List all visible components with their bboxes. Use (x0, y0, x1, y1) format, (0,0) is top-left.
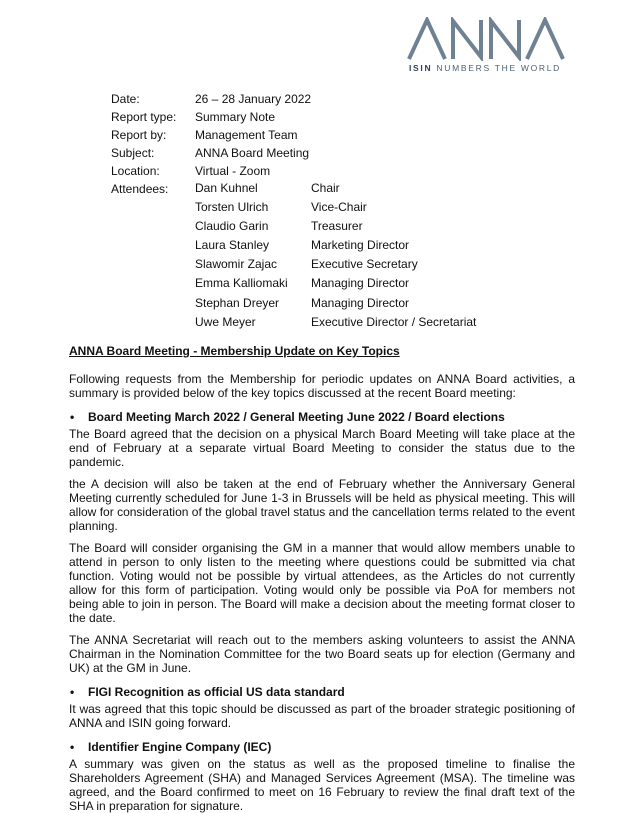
anna-wordmark-icon (405, 17, 575, 61)
topic-heading: • Identifier Engine Company (IEC) (70, 740, 272, 754)
document-body (69, 344, 575, 813)
topic-heading: • Board Meeting March 2022 / General Meeting June 2022 / Board elections (70, 410, 505, 424)
body-paragraph: The Board agreed that the decision on a physical March Board Meeting will take place at the end of February at a separate virtual Board Meeting to consider the status due to the pandemic. (69, 427, 575, 469)
bullet-icon: • (70, 410, 75, 424)
bullet-icon: • (70, 740, 75, 754)
body-paragraph: It was agreed that this topic should be discussed as part of the broader strategic positioning of ANNA and ISIN going forward. (69, 702, 575, 730)
body-paragraph: The ANNA Secretariat will reach out to the members asking volunteers to assist the ANNA Chairman in the Nomination Committee for the two Board seats up for election (Germany and UK) at the GM in June. (69, 633, 575, 675)
document-page: ISIN NUMBERS THE WORLD Date: 26 – 28 January 2022 Report type: Summary Note Report by: Management Team Subject: ANNA Board Meeting Location: Virtual - Zoom Attendees: Dan Kuhnel Chair Torsten Ulrich Vice-Chair Claudio Garin Treasurer Laura Stanley Marketing Director Slawomir Zajac Executive Secretary Emma Kalliomaki Managing Director Stephan Dreyer Managing Director Uwe Meyer Executive Director / Secretariat ANNA Board Meeting - Membership Update on Key Topics Following requests from the Membership for periodic updates on ANNA Board activities, a summary is provided below of the key topics discussed at the recent Board meeting: • Board Meeting March 2022 / General Meeting June 2022 / Board elections The Board agreed that the decision on a physical March Board Meeting will take place at the end of February at a separate virtual Board Meeting to consider the status due to the pandemic. the A decision will also be taken at the end of February whether the Anniversary General Meeting currently scheduled for June 1-3 in Brussels will be held as physical meeting. This will allow for consideration of the global travel status and the cancellation terms related to the event planning. The Board will consider organising the GM in a manner that would allow members unable to attend in person to only listen to the meeting where questions could be submitted via chat function. Voting would not be possible by virtual attendees, as the Articles do not currently allow for this form of participation. Voting would only be possible via PoA for members not being able to join in person. The Board will make a decision about the meeting format closer to the date. The ANNA Secretariat will reach out to the members asking volunteers to assist the ANNA Chairman in the Nomination Committee for the two Board seats up for election (Germany and UK) at the GM in June. • FIGI Recognition as official US data standard It was agreed that this topic should be discussed as part of the broader strategic positioning of ANNA and ISIN going forward. • Identifier Engine Company (IEC) A summary was given on the status as well as the proposed timeline to finalise the Shareholders Agreement (SHA) and Managed Services Agreement (MSA). The timeline was agreed, and the Board confirmed to meet on 16 February to review the final draft text of the SHA in preparation for signature. (0, 0, 626, 791)
body-paragraph: the A decision will also be taken at the end of February whether the Anniversary General Meeting currently scheduled for June 1-3 in Brussels will be held as physical meeting. This will allow for consideration of the global travel status and the cancellation terms related to the event planning. (69, 477, 575, 533)
bullet-icon: • (70, 685, 75, 699)
intro-paragraph: Following requests from the Membership for periodic updates on ANNA Board activities, a summary is provided below of the key topics discussed at the recent Board meeting: (69, 372, 575, 400)
body-paragraph: The Board will consider organising the GM in a manner that would allow members unable to attend in person to only listen to the meeting where questions could be submitted via chat function. Voting would not be possible by virtual attendees, as the Articles do not currently allow for this form of participation. Voting would only be possible via PoA for members not being able to join in person. The Board will make a decision about the meeting format closer to the date. (69, 541, 575, 625)
anna-logo (405, 17, 575, 75)
section-heading: ANNA Board Meeting - Membership Update on Key Topics (69, 344, 400, 358)
logo-tagline: ISIN NUMBERS THE WORLD (409, 63, 562, 73)
body-paragraph: A summary was given on the status as well as the proposed timeline to finalise the Shareholders Agreement (SHA) and Managed Services Agreement (MSA). The timeline was agreed, and the Board confirmed to meet on 16 February to review the final draft text of the SHA in preparation for signature. (69, 757, 575, 813)
topic-heading: • FIGI Recognition as official US data standard (70, 685, 345, 699)
